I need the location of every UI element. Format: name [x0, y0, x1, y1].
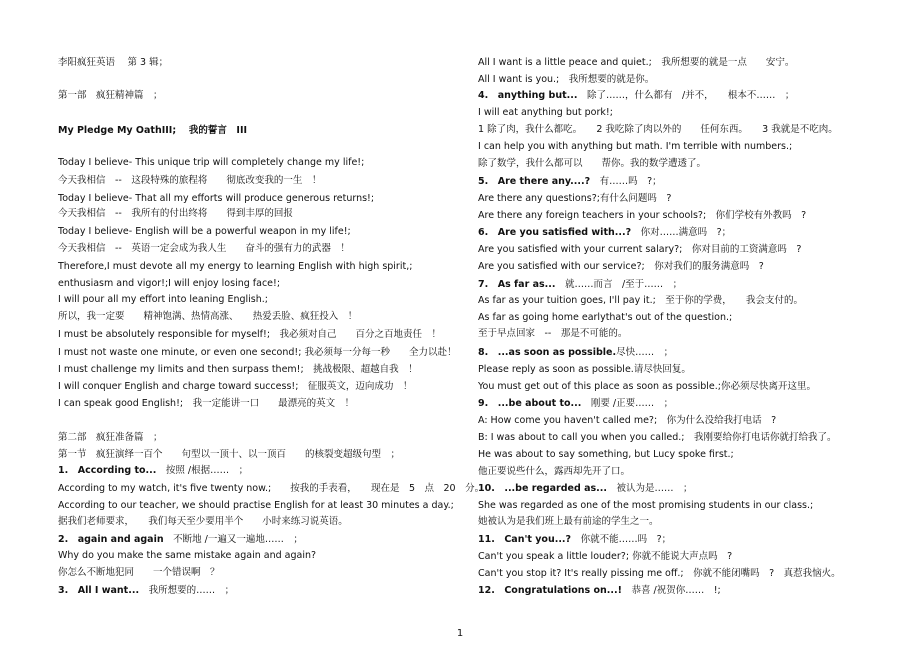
pattern-title: 8. ...as soon as possible. [478, 347, 617, 358]
text-line: Therefore,I must devote all my energy to learning English with high spirit,; [58, 261, 413, 272]
text-line: 所以，我一定要 精神饱满、热情高涨、 热爱丢脸、疯狂投入 ！ [58, 311, 358, 322]
pattern-meaning: 就……而言 /至于…… ； [555, 279, 683, 290]
pattern-title: 3. All I want... [58, 585, 140, 596]
text-line: According to our teacher, we should practise English for at least 30 minutes a day.; [58, 500, 454, 511]
text-line: 除了数学，我什么都可以 帮你。我的数学遭透了。 [478, 158, 707, 169]
text-line: Are there any foreign teachers in your schools?; 你们学校有外教吗 ? [478, 210, 807, 221]
text-line: You must get out of this place as soon as possible.;你必须尽快离开这里。 [478, 381, 816, 392]
text-line: B: I was about to call you when you called.; 我刚要给你打电话你就打给我了。 [478, 432, 837, 443]
pattern-heading [478, 89, 794, 102]
pattern-title: 1. According to... [58, 465, 157, 476]
text-line: 1 除了肉，我什么都吃。 2 我吃除了肉以外的 任何东西。 3 我就是不吃肉。 [478, 124, 838, 135]
pattern-meaning: 被认为是…… ； [606, 483, 693, 494]
pattern-title: 5. Are there any....? [478, 176, 591, 187]
text-line: 李阳疯狂英语 第 3 辑； [58, 57, 169, 68]
pattern-heading [478, 278, 682, 291]
pattern-meaning: 按照 /根据…… ； [156, 465, 249, 476]
pattern-meaning: 恭喜 /祝贺你…… !; [621, 585, 721, 596]
text-line: 她被认为是我们班上最有前途的学生之一。 [478, 516, 659, 527]
pattern-meaning: 你就不能……吗 ?； [571, 534, 672, 545]
text-line: A: How come you haven't called me?; 你为什么没给我打电话 ? [478, 415, 777, 426]
pattern-heading [478, 226, 731, 239]
text-line: Are you satisfied with your current salary?; 你对目前的工资满意吗 ? [478, 244, 802, 255]
page-number: 1 [456, 628, 464, 639]
text-line: Today I believe- English will be a powerful weapon in my life!; [58, 226, 351, 237]
text-line: 今天我相信 -- 这段特殊的旅程将 彻底改变我的一生 ！ [58, 175, 322, 186]
pattern-heading [478, 175, 662, 188]
text-line: I can help you with anything but math. I'm terrible with numbers.; [478, 141, 793, 152]
pattern-meaning: 有……吗 ?； [590, 176, 662, 187]
pattern-title: 6. Are you satisfied with...? [478, 227, 632, 238]
text-line: 至于早点回家 -- 那是不可能的。 [478, 328, 628, 339]
pattern-heading [478, 482, 693, 495]
text-line: I must challenge my limits and then surpass them!; 挑战极限、超越自我 ！ [58, 364, 418, 375]
text-line: Today I believe- This unique trip will completely change my life!; [58, 157, 365, 168]
text-line: I will eat anything but pork!; [478, 107, 613, 118]
pattern-heading [478, 346, 673, 359]
text-line: Please reply as soon as possible.请尽快回复。 [478, 364, 691, 375]
text-line: 他正要说些什么，露西却先开了口。 [478, 466, 631, 477]
text-line: Are you satisfied with our service?; 你对我们的服务满意吗 ? [478, 261, 764, 272]
pattern-heading [478, 533, 671, 546]
text-line: 第二部 疯狂准备篇 ； [58, 432, 163, 443]
pattern-title: 11. Can't you...? [478, 534, 572, 545]
pattern-meaning: 我所想要的…… ； [139, 585, 235, 596]
text-line: All I want is you.; 我所想要的就是你。 [478, 74, 655, 85]
pattern-meaning: 不断地 /一遍又一遍地…… ； [163, 534, 303, 545]
text-line: As far as going home earlythat's out of the question.; [478, 312, 733, 323]
pattern-meaning: 尽快…… ； [616, 347, 674, 358]
pattern-heading [478, 584, 721, 597]
pattern-title: 2. again and again [58, 534, 164, 545]
pattern-title: 12. Congratulations on...! [478, 585, 622, 596]
pattern-title: 9. ...be about to... [478, 398, 582, 409]
pattern-heading [58, 533, 303, 546]
pattern-title: 7. As far as... [478, 279, 556, 290]
text-line: As far as your tuition goes, I'll pay it.; 至于你的学费， 我会支付的。 [478, 295, 804, 306]
text-line: According to my watch, it's five twenty now.; 按我的手表看， 现在是 5 点 20 分。 [58, 483, 485, 494]
text-line: Today I believe- That all my efforts will produce generous returns!; [58, 193, 375, 204]
text-line: He was about to say something, but Lucy spoke first.; [478, 449, 734, 460]
pattern-meaning: 除了……，什么都有 /并不， 根本不…… ； [577, 90, 795, 101]
text-line: Are there any questions?;有什么问题吗 ? [478, 193, 672, 204]
section-heading: My Pledge My OathIII; 我的誓言 III [58, 125, 248, 136]
text-line: I can speak good English!; 我一定能讲一口 最漂亮的英文 ！ [58, 398, 355, 409]
text-line: 据我们老师要求， 我们每天至少要用半个 小时来练习说英语。 [58, 516, 348, 527]
text-line: enthusiasm and vigor!;I will enjoy losing face!; [58, 278, 281, 289]
text-line: I must not waste one minute, or even one second!; 我必须每一分每一秒 全力以赴！ [58, 347, 457, 358]
text-line: 第一节 疯狂演绎一百个 句型以一顶十、以一顶百 的核裂变超级句型 ； [58, 449, 401, 460]
text-line: 你怎么不断地犯同 一个错误啊 ？ [58, 567, 220, 578]
text-line: I will pour all my effort into leaning English.; [58, 294, 268, 305]
text-line: 第一部 疯狂精神篇 ； [58, 90, 163, 101]
pattern-title: 10. ...be regarded as... [478, 483, 607, 494]
text-line: 今天我相信 -- 英语一定会成为我人生 奋斗的强有力的武器 ！ [58, 243, 350, 254]
text-line: Can't you stop it? It's really pissing me off.; 你就不能闭嘴吗 ? 真惹我恼火。 [478, 568, 841, 579]
pattern-heading [58, 464, 248, 477]
text-line: 今天我相信 -- 我所有的付出终将 得到丰厚的回报 [58, 208, 293, 219]
text-line: I will conquer English and charge toward success!; 征服英文，迈向成功 ！ [58, 381, 413, 392]
pattern-heading [478, 397, 673, 410]
pattern-heading [58, 584, 234, 597]
text-line: I must be absolutely responsible for myself!; 我必须对自己 百分之百地责任 ！ [58, 329, 442, 340]
text-line: Why do you make the same mistake again and again? [58, 550, 317, 561]
pattern-meaning: 刚要 /正要…… ； [581, 398, 674, 409]
pattern-title: 4. anything but... [478, 90, 578, 101]
text-line: Can't you speak a little louder?; 你就不能说大声点吗 ? [478, 551, 733, 562]
text-line: She was regarded as one of the most promising students in our class.; [478, 500, 814, 511]
pattern-meaning: 你对……满意吗 ?； [631, 227, 732, 238]
text-line: All I want is a little peace and quiet.; 我所想要的就是一点 安宁。 [478, 57, 795, 68]
